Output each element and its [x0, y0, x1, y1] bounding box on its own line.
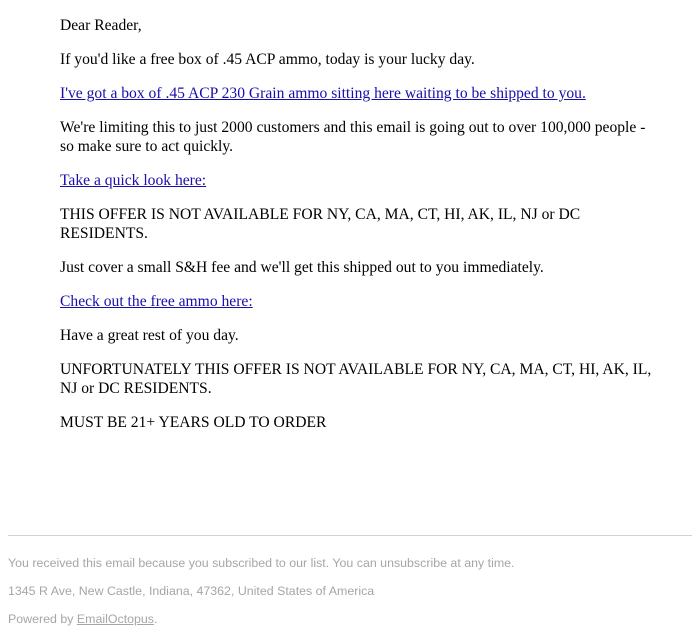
quick-look-link[interactable]: Take a quick look here:: [60, 172, 207, 189]
powered-by-prefix: Powered by: [8, 612, 77, 626]
email-body: [60, 16, 660, 447]
shipping-text: Just cover a small S&H fee and we'll get this shipped out to you immediately.: [60, 259, 544, 276]
offer-link-paragraph: [60, 84, 660, 103]
emailoctopus-link[interactable]: EmailOctopus: [76, 612, 155, 626]
quick-look-link-paragraph: [60, 171, 660, 190]
intro-text: If you'd like a free box of .45 ACP ammo, today is your lucky day.: [60, 51, 475, 68]
age-notice: MUST BE 21+ YEARS OLD TO ORDER: [60, 414, 327, 431]
offer-link-box[interactable]: I've got a box of .45 ACP 230 Grain ammo sitting here waiting to be shipped to you.: [60, 85, 586, 102]
greeting: Dear Reader,: [60, 17, 142, 34]
free-ammo-link-paragraph: [60, 292, 660, 311]
limit-text: We're limiting this to just 2000 customers and this email is going out to over 100,000 people - so make sure to act quickly.: [60, 119, 646, 155]
email-footer: [8, 555, 692, 639]
availability-notice-1: THIS OFFER IS NOT AVAILABLE FOR NY, CA, MA, CT, HI, AK, IL, NJ or DC RESIDENTS.: [60, 206, 581, 242]
availability-notice-2: UNFORTUNATELY THIS OFFER IS NOT AVAILABLE FOR NY, CA, MA, CT, HI, AK, IL, NJ or DC RESIDENTS.: [60, 361, 652, 397]
footer-divider: [8, 535, 692, 536]
subscription-note: You received this email because you subscribed to our list. You can unsubscribe at any time.: [8, 556, 515, 570]
free-ammo-link[interactable]: Check out the free ammo here:: [60, 293, 253, 310]
powered-by: [8, 611, 692, 627]
powered-by-suffix: .: [154, 612, 158, 626]
closing-text: Have a great rest of you day.: [60, 327, 239, 344]
sender-address: 1345 R Ave, New Castle, Indiana, 47362, United States of America: [8, 584, 375, 598]
